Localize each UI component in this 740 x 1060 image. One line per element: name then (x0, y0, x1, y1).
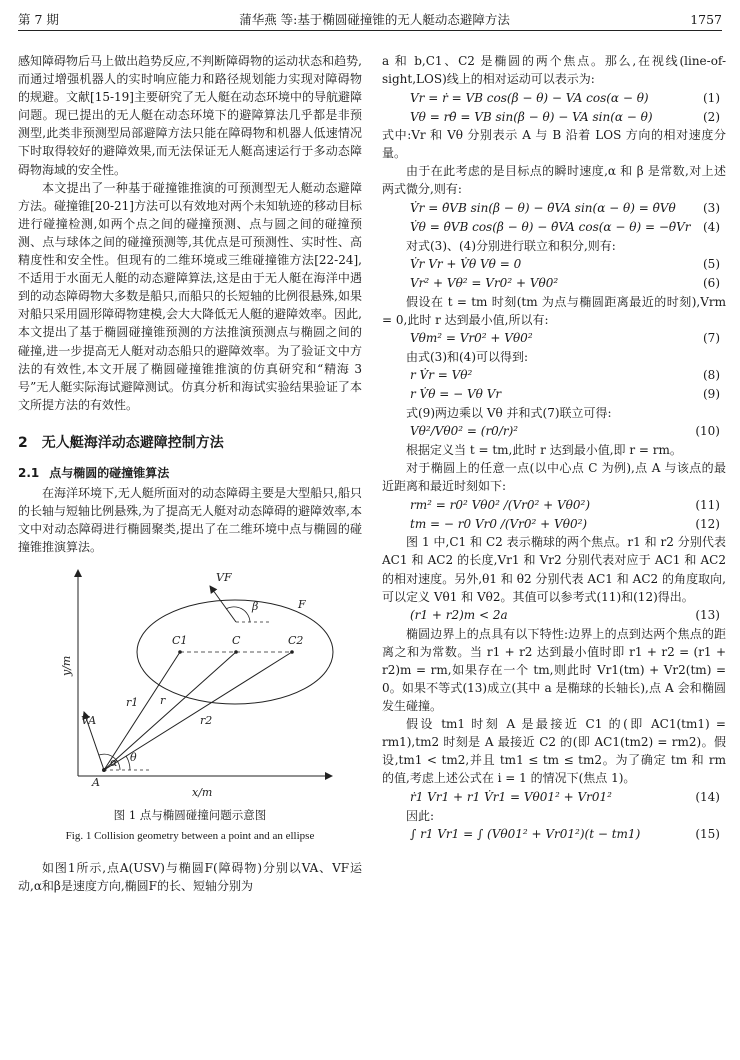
equation-number: (4) (703, 220, 720, 235)
equation-number: (2) (703, 109, 720, 124)
section-title: 无人艇海洋动态避障控制方法 (41, 434, 224, 451)
figure-caption-cn: 图 1 点与椭圆碰撞问题示意图 (113, 808, 267, 823)
label-f: F (298, 598, 306, 612)
subsection-title: 点与椭圆的碰撞锥算法 (49, 465, 170, 480)
equation-number: (8) (703, 368, 720, 383)
issue-number: 第 7 期 (18, 12, 59, 27)
paragraph: 式(9)两边乘以 Vθ 并和式(7)联立可得: (406, 405, 612, 420)
label-r2: r2 (200, 714, 213, 728)
equation-2: Vθ = rθ̇ = VB sin(β − θ) − VA sin(α − θ) (2) (382, 107, 726, 126)
label-alpha: α (110, 756, 118, 770)
equation-number: (12) (695, 516, 720, 531)
paragraph: 对式(3)、(4)分别进行联立和积分,则有: (406, 238, 616, 253)
equation-14: ṙ1 Vr1 + r1 V̇r1 = Vθ01² + Vr01² (14) (382, 788, 726, 807)
paragraph: a 和 b,C1、C2 是椭圆的两个焦点。那么,在视线(line-of-sight,LOS)线上的相对运动可以表示为: (382, 54, 726, 87)
equation-11: rm² = r0² Vθ0² /(Vr0² + Vθ0²) (11) (382, 495, 726, 514)
paragraph: 椭圆边界上的点具有以下特性:边界上的点到达两个焦点的距离之和为常数。当 r1 + r2 达到最小值时即 r1 + r2 = (r1 + r2)m = rm,如果存在一个 tm,则此时 Vr1(tm) + Vr2(tm) = 0。如果不等式(13)成立(其中 a 是椭球的长轴长),点 A 会和椭圆发生碰撞。 (382, 626, 726, 714)
page-number: 1757 (690, 11, 722, 27)
label-c2: C2 (288, 634, 304, 648)
paragraph: 在海洋环境下,无人艇所面对的动态障碍主要是大型船只,船只的长轴与短轴比例悬殊,为了提高无人艇对动态障碍的避障效率,本文中对动态障碍进行椭圆聚类,提出了在二维环境中点与椭圆的碰撞锥推演算法。 (18, 486, 362, 555)
equation-8: r V̇r = Vθ² (8) (382, 366, 726, 385)
label-c: C (232, 634, 241, 648)
equation-6: Vr² + Vθ² = Vr0² + Vθ0² (6) (382, 274, 726, 293)
equation-number: (14) (695, 789, 720, 804)
section-number: 2 (18, 434, 28, 451)
equation-5: V̇r Vr + V̇θ Vθ = 0 (5) (382, 255, 726, 274)
paragraph: 由于在此考虑的是目标点的瞬时速度,α 和 β 是常数,对上述两式微分,则有: (382, 164, 726, 197)
subsection-heading (18, 464, 362, 482)
equation-9: r V̇θ = − Vθ Vr (9) (382, 385, 726, 404)
label-va: VA (81, 714, 97, 728)
paragraph: 假设在 t = tm 时刻(tm 为点与椭圆距离最近的时刻),Vrm = 0,此时 r 达到最小值,所以有: (382, 294, 726, 327)
equation-number: (10) (695, 424, 720, 439)
label-theta: θ (130, 751, 137, 765)
subsection-number: 2.1 (18, 465, 40, 480)
line-r (104, 652, 236, 770)
line-r1 (104, 652, 180, 770)
equation-4: V̇θ = θ̇VB cos(β − θ) − θ̇VA cos(α − θ) = −θ̇Vr (4) (382, 218, 726, 237)
label-r1: r1 (126, 696, 139, 710)
paragraph: 根据定义当 t = tm,此时 r 达到最小值,即 r = rm。 (406, 443, 682, 458)
equation-13: (r1 + r2)m < 2a (13) (382, 606, 726, 625)
paragraph: 图 1 中,C1 和 C2 表示椭球的两个焦点。r1 和 r2 分别代表 AC1 和 AC2 的长度,Vr1 和 Vr2 分别代表对应于 AC1 和 AC2 的相对速度。另外,θ1 和 θ2 分别代表 AC1 和 AC2 的角度取向,可以定义 Vθ1 和 Vθ2。其值可以参考式(11)和(12)得出。 (382, 535, 726, 604)
paragraph: 对于椭圆上的任意一点(以中心点 C 为例),点 A 与该点的最近距离和最近时刻如下: (382, 461, 726, 494)
label-vf: VF (216, 571, 232, 585)
equation-number: (1) (703, 90, 720, 105)
equation-3: V̇r = θ̇VB sin(β − θ) − θ̇VA sin(α − θ) = θ̇Vθ (3) (382, 199, 726, 218)
paragraph: 由式(3)和(4)可以得到: (406, 349, 529, 364)
paragraph: 假设 tm1 时刻 A 是最接近 C1 的(即 AC1(tm1) = rm1),tm2 时刻是 A 最接近 C2 的(即 AC1(tm2) = rm2)。假设,tm1 < tm2,并且 tm1 ≤ tm ≤ tm2。为了确定 tm 和 rm 的值,考虑上述公式在 i = 1 的情况下(焦点 1)。 (382, 717, 726, 786)
collision-geometry-diagram (40, 564, 340, 804)
label-a: A (92, 776, 100, 790)
equation-number: (13) (695, 608, 720, 623)
equation-number: (3) (703, 201, 720, 216)
equation-number: (15) (695, 827, 720, 842)
equation-number: (9) (703, 387, 720, 402)
running-header (18, 8, 722, 31)
figure-1 (18, 564, 362, 844)
equation-15: ∫ r1 Vr1 = ∫ (Vθ01² + Vr01²)(t − tm1) (15) (382, 825, 726, 844)
equation-number: (6) (703, 276, 720, 291)
right-column (382, 52, 726, 844)
section-heading (18, 434, 362, 452)
left-column (18, 52, 362, 895)
paragraph: 感知障碍物后马上做出趋势反应,不判断障碍物的运动状态和趋势,而通过增强机器人的实时响应能力和路径规划能力实现对障碍物的规避。文献[15-19]主要研究了无人艇在动态环境中的导航避障问题。现已提出的无人艇在动态环境下的避障算法几乎都是非预测型,此类非预测型局部避障方法只能在障碍物和机器人低速情况下时取得较好的避障效果,而无法保证无人艇高速运行于多动态障碍物海域的安全性。 (18, 54, 362, 177)
label-c1: C1 (172, 634, 188, 648)
velocity-vf-arrow (210, 586, 236, 622)
paragraph: 如图1所示,点A(USV)与椭圆F(障碍物)分别以VA、VF运动,α和β是速度方向,椭圆F的长、短轴分别为 (18, 860, 362, 893)
y-axis-label: y/m (60, 656, 73, 677)
equation-7: Vθm² = Vr0² + Vθ0² (7) (382, 329, 726, 348)
equation-number: (5) (703, 257, 720, 272)
paragraph: 式中:Vr 和 Vθ 分别表示 A 与 B 沿着 LOS 方向的相对速度分量。 (382, 128, 726, 161)
label-r: r (160, 694, 166, 708)
label-beta: β (252, 600, 259, 614)
equation-1: Vr = ṙ = VB cos(β − θ) − VA cos(α − θ) (1) (382, 88, 726, 107)
equation-number: (7) (703, 331, 720, 346)
figure-caption-en: Fig. 1 Collision geometry between a point and an ellipse (65, 829, 315, 842)
equation-10: Vθ²/Vθ0² = (r0/r)² (10) (382, 422, 726, 441)
equation-number: (11) (695, 497, 720, 512)
running-title: 蒲华燕 等:基于椭圆碰撞锥的无人艇动态避障方法 (239, 12, 510, 27)
equation-12: tm = − r0 Vr0 /(Vr0² + Vθ0²) (12) (382, 514, 726, 533)
paragraph: 因此: (406, 808, 435, 823)
x-axis-label: x/m (192, 786, 213, 800)
paragraph: 本文提出了一种基于碰撞锥推演的可预测型无人艇动态避障方法。碰撞锥[20-21]方法可以有效地对两个未知轨迹的移动目标进行碰撞检测,如两个点之间的碰撞预测、点与圆之间的碰撞预测、点与球体之间的碰撞预测等,其优点是可预测性、实时性、高精度性和安全性。但现有的二维环境或三维碰撞锥方法[22-24],不适用于水面无人艇的动态避障算法,这是由于无人艇在海洋中遇到的动态障碍物大多数是船只,而船只的长短轴的比例很悬殊,如果对船只采用圆形障碍物建模,会大大降低无人艇的避障效率。因此,本文提出了基于椭圆碰撞锥预测的方法推演预测点与椭圆之间的碰撞,进一步提高无人艇对动态船只的避障效率。为了验证文中方法的有效性,本文开展了椭圆碰撞锥推演的仿真研究和“精海 3 号”无人艇实际海试避障测试。仿真分析和海试实验结果验证了本文所提方法的有效性。 (18, 180, 362, 412)
